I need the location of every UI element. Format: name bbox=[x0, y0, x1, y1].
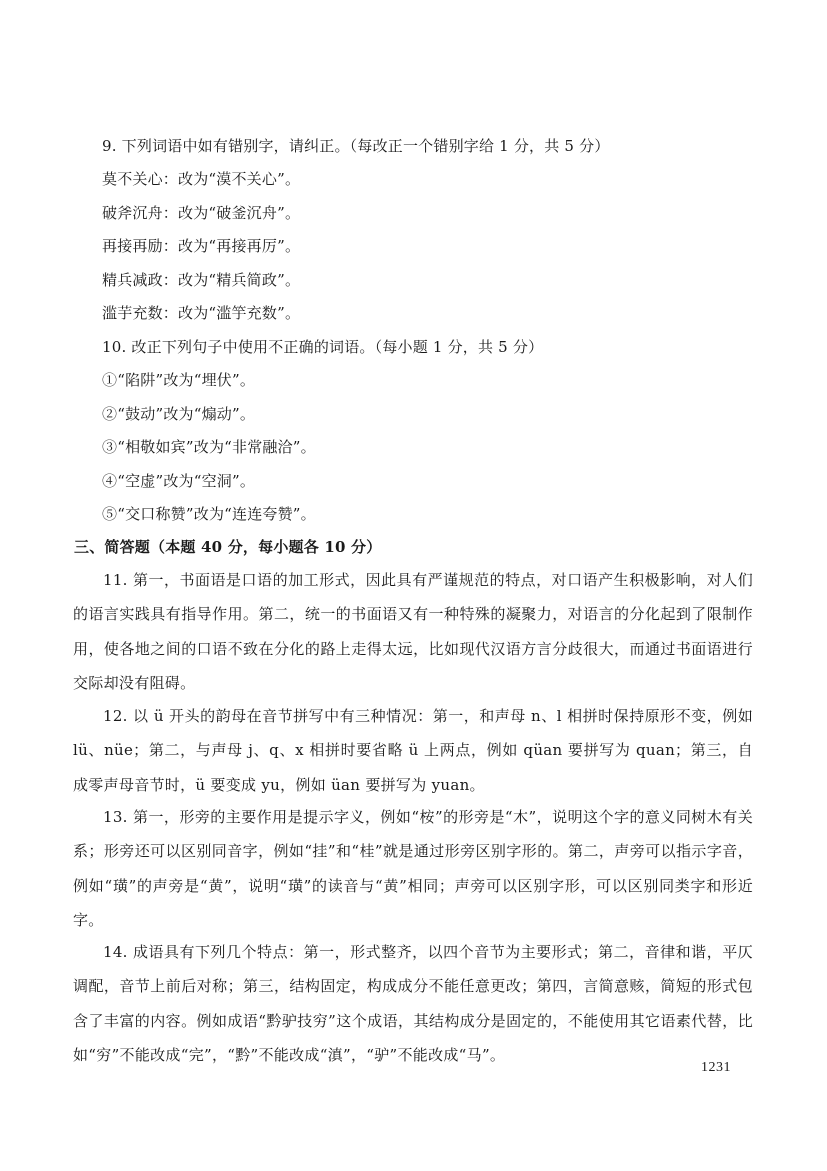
q10-item-1: ①“陷阱”改为“埋伏”。 bbox=[102, 371, 256, 389]
q10-item-2: ②“鼓动”改为“煽动”。 bbox=[102, 405, 256, 423]
q10-heading: 10. 改正下列句子中使用不正确的词语。（每小题 1 分，共 5 分） bbox=[102, 338, 544, 356]
q9-item-1: 莫不关心：改为“漠不关心”。 bbox=[102, 170, 301, 188]
q9-heading: 9. 下列词语中如有错别字，请纠正。（每改正一个错别字给 1 分，共 5 分） bbox=[102, 137, 610, 155]
answer-13: 13. 第一，形旁的主要作用是提示字义，例如“桉”的形旁是“木”，说明这个字的意义同树木有关系；形旁还可以区别同音字，例如“挂”和“桂”就是通过形旁区别字形的。第二，声旁可以指示字音，例如“璜”的声旁是“黄”，说明“璜”的读音与“黄”相同；声旁可以区别字形，可以区别同类字和形近字。 bbox=[73, 808, 753, 929]
q9-item-2: 破斧沉舟：改为“破釜沉舟”。 bbox=[102, 204, 301, 222]
answer-11: 11. 第一，书面语是口语的加工形式，因此具有严谨规范的特点，对口语产生积极影响，对人们的语言实践具有指导作用。第二，统一的书面语又有一种特殊的凝聚力，对语言的分化起到了限制作用，使各地之间的口语不致在分化的路上走得太远，比如现代汉语方言分歧很大，而通过书面语进行交际却没有阻碍。 bbox=[73, 571, 753, 692]
answer-14: 14. 成语具有下列几个特点：第一，形式整齐，以四个音节为主要形式；第二，音律和谐，平仄调配，音节上前后对称；第三，结构固定，构成成分不能任意更改；第四，言简意赅，简短的形式包含了丰富的内容。例如成语“黔驴技穷”这个成语，其结构成分是固定的，不能使用其它语素代替，比如“穷”不能改成“完”，“黔”不能改成“滇”，“驴”不能改成“马”。 bbox=[73, 943, 753, 1064]
answer-12: 12. 以 ü 开头的韵母在音节拼写中有三种情况：第一，和声母 n、l 相拼时保持原形不变，例如 lü、nüe；第二，与声母 j、q、x 相拼时要省略 ü 上两点，例如 qüan 要拼写为 quan；第三，自成零声母音节时，ü 要变成 yu，例如 üan 要拼写为 yuan。 bbox=[73, 707, 753, 794]
q10-item-5: ⑤“交口称赞”改为“连连夸赞”。 bbox=[102, 505, 316, 523]
q9-item-4: 精兵减政：改为“精兵简政”。 bbox=[102, 271, 301, 289]
q10-item-4: ④“空虚”改为“空洞”。 bbox=[102, 472, 256, 490]
q9-item-3: 再接再励：改为“再接再厉”。 bbox=[102, 237, 301, 255]
q10-item-3: ③“相敬如宾”改为“非常融洽”。 bbox=[102, 438, 316, 456]
q9-item-5: 滥芋充数：改为“滥竽充数”。 bbox=[102, 304, 301, 322]
page-number: 1231 bbox=[701, 1060, 731, 1075]
section-3-heading: 三、简答题（本题 40 分，每小题各 10 分） bbox=[74, 538, 382, 556]
